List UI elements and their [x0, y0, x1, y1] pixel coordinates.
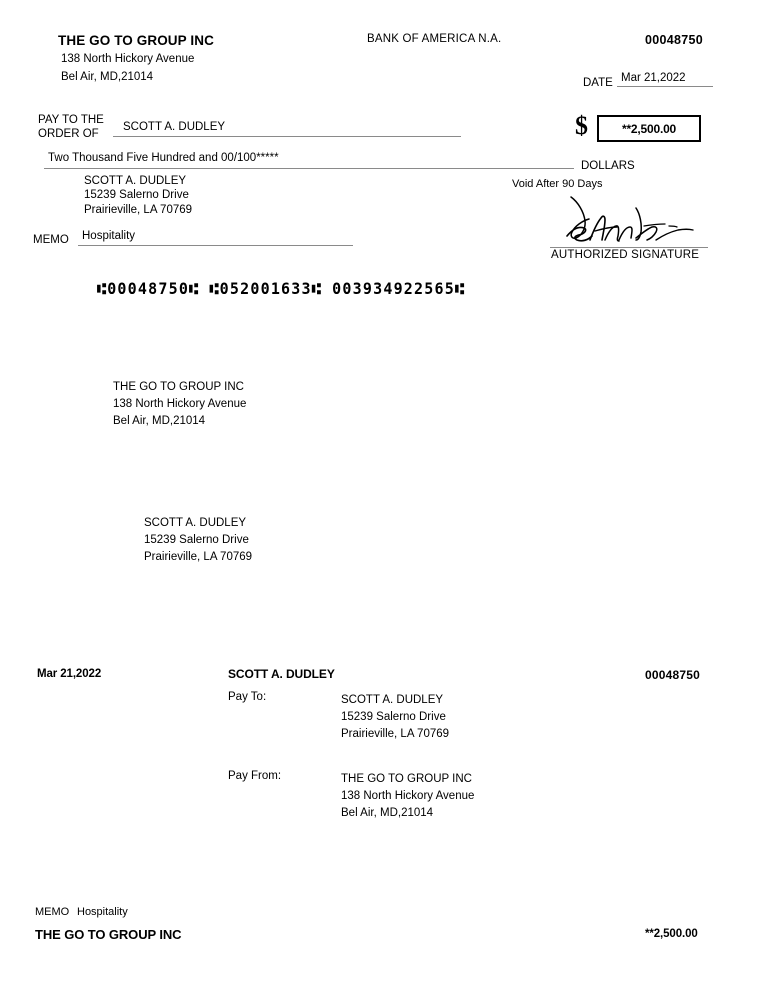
- mid-payee-line1: SCOTT A. DUDLEY: [144, 517, 247, 529]
- date-field: [617, 72, 713, 87]
- stub-pay-to-line1: SCOTT A. DUDLEY: [341, 694, 444, 706]
- stub-title: SCOTT A. DUDLEY: [228, 667, 335, 681]
- memo-label: MEMO: [33, 234, 69, 246]
- mid-payee-line3: Prairieville, LA 70769: [144, 551, 253, 563]
- footer-total-amount: **2,500.00: [645, 928, 698, 940]
- mid-payer-line1: THE GO TO GROUP INC: [113, 381, 244, 393]
- stub-pay-to-line3: Prairieville, LA 70769: [341, 728, 450, 740]
- order-of-label: ORDER OF: [38, 128, 99, 140]
- signature-mark: [548, 196, 710, 248]
- footer-memo-value: Hospitality: [77, 906, 128, 918]
- check-number-top: 00048750: [645, 33, 704, 47]
- micr-line: ⑆00048750⑆ ⑆052001633⑆ 003934922565⑆: [97, 279, 466, 299]
- amount-words: Two Thousand Five Hundred and 00/100*****: [44, 152, 574, 169]
- amount-numeric: **2,500.00: [621, 121, 677, 136]
- date-value: Mar 21,2022: [617, 72, 713, 87]
- footer-company-name: THE GO TO GROUP INC: [35, 927, 182, 942]
- amount-words-field: [44, 152, 574, 169]
- stub-date: Mar 21,2022: [37, 668, 102, 680]
- stub-pay-from-line3: Bel Air, MD,21014: [341, 807, 434, 819]
- signature-rule: [550, 247, 708, 248]
- payee-name: SCOTT A. DUDLEY: [113, 121, 461, 137]
- footer-memo-label: MEMO: [35, 906, 70, 918]
- mid-payer-line2: 138 North Hickory Avenue: [113, 398, 247, 410]
- bank-name: BANK OF AMERICA N.A.: [367, 33, 502, 45]
- payee-address-line2: Prairieville, LA 70769: [84, 204, 193, 216]
- mid-payer-line3: Bel Air, MD,21014: [113, 415, 206, 427]
- stub-pay-from-label: Pay From:: [228, 770, 282, 782]
- payer-address-line2: Bel Air, MD,21014: [61, 71, 154, 83]
- stub-pay-from-line2: 138 North Hickory Avenue: [341, 790, 475, 802]
- dollar-sign: $: [575, 111, 588, 140]
- stub-pay-from-line1: THE GO TO GROUP INC: [341, 773, 472, 785]
- payer-company-name: THE GO TO GROUP INC: [58, 33, 214, 48]
- stub-pay-to-label: Pay To:: [228, 691, 267, 703]
- authorized-signature-label: AUTHORIZED SIGNATURE: [551, 249, 700, 261]
- payee-address-name: SCOTT A. DUDLEY: [84, 175, 187, 187]
- void-after-notice: Void After 90 Days: [512, 178, 603, 190]
- signature-icon: [548, 196, 710, 248]
- stub-check-number: 00048750: [645, 668, 700, 682]
- payee-field: [113, 121, 461, 137]
- stub-pay-to-line2: 15239 Salerno Drive: [341, 711, 446, 723]
- payer-address-line1: 138 North Hickory Avenue: [61, 53, 195, 65]
- payee-address-line1: 15239 Salerno Drive: [84, 189, 189, 201]
- date-label: DATE: [583, 77, 613, 89]
- memo-value: Hospitality: [78, 230, 353, 246]
- amount-box: [597, 115, 701, 142]
- memo-field: [78, 230, 353, 246]
- pay-to-the-label: PAY TO THE: [38, 114, 104, 126]
- mid-payee-line2: 15239 Salerno Drive: [144, 534, 249, 546]
- dollars-label: DOLLARS: [581, 160, 635, 172]
